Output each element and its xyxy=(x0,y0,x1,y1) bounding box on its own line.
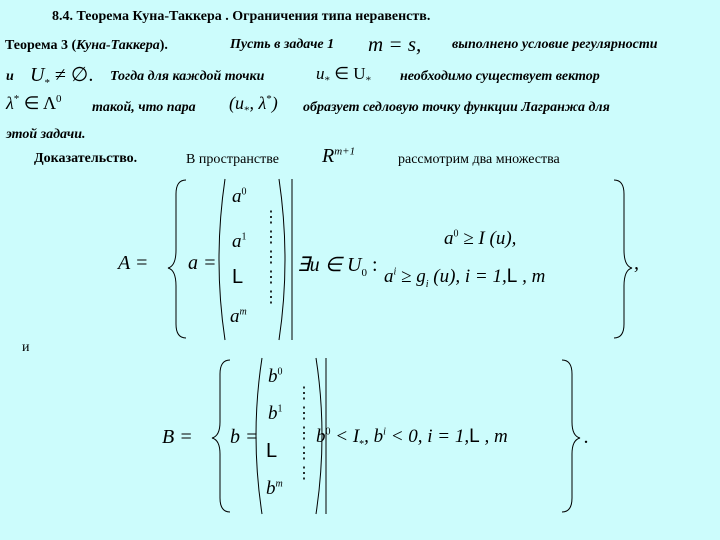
setB-cond-ellipsis: L xyxy=(469,426,480,447)
setA-entry-ellipsis: L xyxy=(232,266,244,288)
setA-line2-rest: ≥ g xyxy=(396,266,426,287)
set-U: U xyxy=(30,64,45,86)
setA-lhs: A = xyxy=(118,252,149,274)
setA-entry-0-base: a xyxy=(232,186,242,207)
setA-left-brace xyxy=(168,180,186,338)
setA-line2-ellipsis: L xyxy=(506,266,518,287)
space-R-letter: R xyxy=(322,145,335,167)
setB-left-brace xyxy=(212,360,230,512)
setA-entry-0 xyxy=(232,186,247,208)
setA-entry-m-base: a xyxy=(230,306,240,327)
pair-sup: * xyxy=(266,93,272,105)
setA-entry-m-sup: m xyxy=(239,306,247,318)
setB-entry-m-sup: m xyxy=(275,478,283,490)
setA-vector-right-paren xyxy=(279,179,285,340)
point-u: u xyxy=(316,64,325,83)
setB-cond2-sup: i xyxy=(383,426,386,438)
pair-close: ) xyxy=(271,93,278,113)
theorem-name: Куна-Таккера xyxy=(76,38,160,53)
theorem-text-1: Пусть в задаче 1 xyxy=(230,37,335,52)
space-R-sup: m+1 xyxy=(334,145,356,158)
theorem-text-2: выполнено условие регулярности xyxy=(452,37,658,52)
setB-entry-m-base: b xyxy=(266,478,276,499)
pair-mid: , λ xyxy=(249,93,267,113)
setA-entry-m xyxy=(230,306,247,328)
setA-cond-sub: 0 xyxy=(361,267,368,279)
proof-text-2: рассмотрим два множества xyxy=(398,152,560,167)
setA-entry-1-base: a xyxy=(232,231,242,252)
setA-colon: : xyxy=(372,254,378,276)
setB-entry-ellipsis: L xyxy=(266,440,278,462)
setB-lhs: B = xyxy=(162,426,193,448)
setA-line2-sup: i xyxy=(393,266,397,278)
setA-line2-a: a xyxy=(384,266,394,287)
proof-label: Доказательство. xyxy=(34,151,138,166)
setA-trailing-comma: , xyxy=(634,252,639,274)
pair-sub: * xyxy=(244,104,250,117)
setA-line2-sub: i xyxy=(425,278,429,290)
setB-cond1-sub: * xyxy=(359,438,365,450)
proof-text-1: В пространстве xyxy=(186,152,279,167)
setB-cond2-rest: < 0, i = 1, xyxy=(385,426,470,447)
setA-entry-1-sup: 1 xyxy=(241,231,247,243)
setB-var: b = xyxy=(230,426,259,448)
setA-cond-text: ∃u ∈ U xyxy=(297,254,362,276)
point-u-sub: * xyxy=(324,74,330,87)
setB-right-brace xyxy=(562,360,580,512)
setA-line1-rest: ≥ I (u), xyxy=(458,228,517,249)
setA-line2-end: , m xyxy=(517,266,546,287)
setA-entry-1 xyxy=(232,231,247,253)
setB-entry-0 xyxy=(268,366,283,388)
setA-vdots: ⋮ ⋮ ⋮ ⋮ ⋮ xyxy=(263,209,279,306)
setB-cond2-b: , b xyxy=(364,426,384,447)
setB-entry-1-sup: 1 xyxy=(277,403,283,415)
setA-line2-tail: (u), i = 1, xyxy=(428,266,507,287)
setA-condition xyxy=(297,252,378,279)
setB-cond1-sup: 0 xyxy=(325,426,331,438)
setA-line1-a: a xyxy=(444,228,454,249)
theorem-name-open: ( xyxy=(71,38,77,53)
setB-condition xyxy=(316,426,508,450)
setB-entry-m xyxy=(266,478,283,500)
setA-line1-sup: 0 xyxy=(453,228,459,240)
not-empty-sign: ≠ ∅. xyxy=(54,64,94,86)
theorem-name-close: ). xyxy=(159,38,168,53)
setB-cond1-b: b xyxy=(316,426,326,447)
theorem-text-3: и xyxy=(6,69,14,84)
section-header: 8.4. Теорема Куна-Таккера . Ограничения типа неравенств. xyxy=(52,9,431,24)
pair-open: (u xyxy=(229,93,244,113)
setB-entry-1 xyxy=(268,403,283,425)
setB-vdots: ⋮ ⋮ ⋮ ⋮ ⋮ xyxy=(296,385,312,482)
setA-line-2 xyxy=(384,266,545,290)
setA-entry-0-sup: 0 xyxy=(241,186,247,198)
setB-cond-end: , m xyxy=(479,426,508,447)
theorem-text-4: Тогда для каждой точки xyxy=(110,69,265,84)
setA-vector-left-paren xyxy=(219,179,225,340)
setA-right-brace xyxy=(614,180,632,338)
setA-var: a = xyxy=(188,252,217,274)
setB-cond1-rest: < I xyxy=(330,426,360,447)
theorem-text-6: такой, что пара xyxy=(92,100,196,115)
point-in-U: ∈ U xyxy=(334,64,366,83)
lambda-set-sup: 0 xyxy=(56,93,62,105)
lambda-in-set: ∈ Λ xyxy=(23,93,57,113)
connector-and: и xyxy=(22,340,30,355)
setB-entry-0-sup: 0 xyxy=(277,366,283,378)
setB-entry-0-base: b xyxy=(268,366,278,387)
setB-entry-1-base: b xyxy=(268,403,278,424)
theorem-text-7: образует седловую точку функции Лагранжа для xyxy=(303,100,610,115)
condition-m-equals-s: m = s, xyxy=(368,32,422,56)
setA-line-1 xyxy=(444,228,516,250)
lambda-sup: * xyxy=(13,93,20,105)
point-in-U-sub: * xyxy=(365,74,372,87)
theorem-text-8: этой задачи. xyxy=(6,127,86,142)
theorem-text-5: необходимо существует вектор xyxy=(400,69,600,84)
theorem-label: Теорема 3 xyxy=(5,38,68,53)
lambda: λ xyxy=(6,93,14,113)
set-U-sub: * xyxy=(44,77,50,89)
setB-trailing-period: . xyxy=(584,426,589,448)
